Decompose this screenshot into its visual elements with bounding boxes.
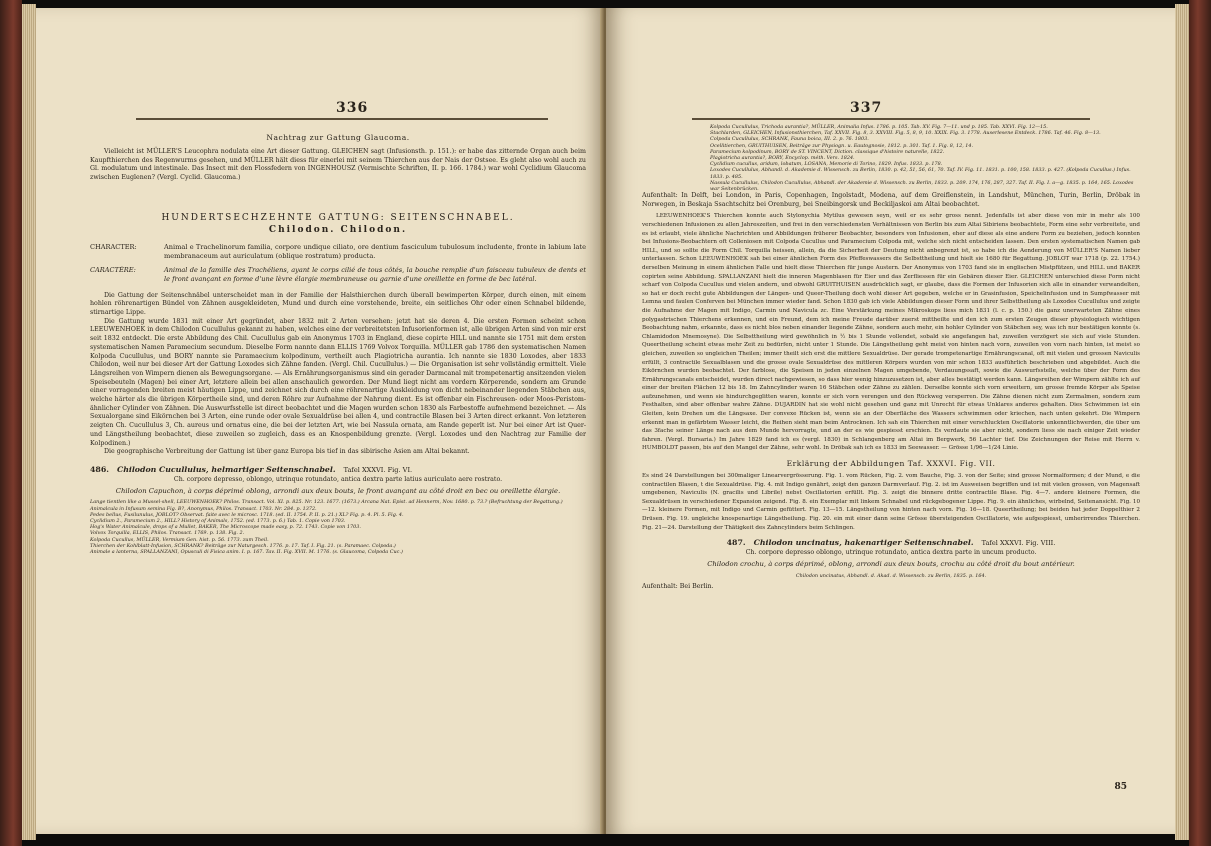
reference-item: Hog's Water Animalcule, drops of a Mullet, BAKER, The Microscope made easy, p. 72. 1743. Copie von 1703.: [90, 524, 361, 531]
species-plate: Tafel XXXVI. Fig. VIII.: [981, 539, 1056, 548]
reference-item: Pedes bellus, Fusilunulus, JOBLOT? Observat. faite avec le microsc. 1718. (ed. II. 1754. P. II. p. 21.) XL? Fig. p. 4. Pl. 5. Fig. 4.: [90, 511, 404, 518]
reference-item: Cyclidium cucullus, aridum, lobatum, LOSANA, Memorie di Torino, 1829. Infus. 1833. p. 178.: [710, 161, 943, 168]
section-title: Nachtrag zur Gattung Glaucoma.: [266, 133, 410, 142]
reference-item: Colpoda Cucullulus, SCHRANK, Fauna boica, III. 2. p. 76. 1803.: [710, 136, 869, 143]
reference-item: Loxodes Cucullulus, Abhandl. d. Akademie d. Wissensch. zu Berlin, 1830. p. 42, 51, 56, 61, 70. Taf. IV. Fig. 11. 1831. p. 100, 158. 1833. p. 427. (Kolpoda Cucullus.) Infus. 1833. p. 485.: [710, 167, 1131, 180]
species-number: 486.: [90, 464, 109, 474]
reference-item: Lange tientlen like a Mussel-shell, LEEUWENHOEK? Philos. Transact. Vol. XI. p. 825. Nr. 123. 1677. (1673.) Arcana Nat. Epist. ad Hennerm, Nov. 1680. p. 73.? (Befruchtung der Begattung.): [90, 499, 563, 506]
habitat-paragraph: Aufenthalt: In Delft, bei London, in Paris, Copenhagen, Ingolstadt, Modena, auf dem Greiflenstein, in Landshut, München, Turin, Berlin, Dröbak in Norwegen, in Beskaja Ssachtschitz bei Orenburg, bei Sneibingorsk und Beckiljaskoi am Altai beobachtet.: [642, 192, 1140, 208]
reference-item: Kolpoda Cucullulus, Trichoda aurantia?, MÜLLER, Animalia Infus. 1786. p. 105. Tab. XV. Fig. 7—11. und p. 185. Tab. XXVI. Fig. 12—15.: [710, 124, 1048, 130]
reference-item: Paramecium kolpodinum, BORY de ST. VINCENT, Diction. classique d'histoire naturelle, 1822.: [710, 148, 945, 155]
species-486-header: [90, 465, 586, 474]
body-paragraph-3: Die geographische Verbreitung der Gattung ist über ganz Europa bis tief in das sibirische Asien am Altai bekannt.: [104, 448, 470, 456]
genus-heading: HUNDERTSECHZEHNTE GATTUNG: SEITENSCHNABEL.: [161, 212, 515, 223]
figure-explanation-title: Erklärung der Abbildungen Taf. XXXVI. Fig. VII.: [786, 459, 996, 469]
species-title: Chilodon uncinatus, hakenartiger Seitenschnabel.: [753, 538, 974, 548]
reference-item: Animale a lanterna, SPALLANZANI, Opusculi di Fisica anim. I. p. 167. Tav. II. Fig. XVII. M. 1776. (s. Glaucoma, Colpoda Cuc.): [90, 549, 403, 556]
species-plate: Tafel XXXVI. Fig. VI.: [343, 465, 413, 474]
main-discussion: LEEUWENHOEK'S Thierchen konnte auch Stylonychia Mytilus gewesen seyn, weil er es sehr gross nennt. Jedenfalls ist aber diese von mir in mehr als 100 verschiedenen Infusionen zu allen Jahreszeiten, und frei in den verschiedensten Verhältnissen von Berlin bis zum Altai Sibiriens beobachtete, Form eine sehr verbreitete, und es ist erlaubt, viele ähnliche Nachrichten und Abbildungen früherer Beobachter, besonders von Infusionen, eher auf diese als eine andere Form zu beziehen, jedoch konnten bei Infusions-Beobachtern oft Colleniosen mit Colpoda Cucullus und Paramecium Colpoda mit, welche sich nicht entscheiden lassen. Den ersten systematischen Namen gab HILL, und so sollte die Form Chil. Torquilla heissen, allein, da die Sicherheit der Deutung nicht anbegrenzt ist, so habe ich die Aenderung von MÜLLER'S Namen lieber unterlassen. Schon LEEUWENHOEK sah bei einer ähnlichen Form des Pfeffeswassers die Selbsttheilung und hielt sie 1680 für Begattung. JOBLOT war 1718 (p. 22. 1754.) derselben Meinung in einem ähnlichen Falle und hielt diese Thierchen für junge Austern. Der Anonymus von 1703 fand sie in englischen Mistpfützen, und HILL und BAKER copirten seine Abbildung. SPALLANZANI hielt die inneren Magenblasen für Eier und das Zerfliessen für ein Gebären dieser Eier. GLEICHEN unterschied diese Form nicht scharf von Colpoda Cucullus und vielen andern, und obwohl GRUITHUISEN ausdrücklich sagt, er glaube, dass die Formen der Infusorien sich alle in einander verwandelten, so hat er doch recht gute Abbildungen der Längen- und Queer-Theilung doch wohl dieser Art gegeben, welche er in Grasinfusion, Speichelinfusion und in Sumpfwasser mit Lemna und faulen Conferven bei München immer wieder fand. Schon 1830 gab ich viele Abbildungen dieser Form und ihrer Selbsttheilung als Loxodes Cucullulus und zeigte die Aufnahme der Magen mit Indigo, Carmin und Navicula zc. Eine Verstärkung meines Mikroskops liess mich 1831 (l. c. p. 150.) die ganz unerwarteten Zähne eines polygastrischen Thierchens erkennen, und ein Freund, dem ich meine Freude darüber zuerst mittheilte und den ich zum ersten Zeugen dieser physiologisch wichtigen Beobachtung nahm, erkannte, dass es nicht blos neben einander liegende Zähne, sondern auch mehr, ein hohler Cylinder von Stäbchen sey, was ich nur bestätigen konnte (s. Chlamidodon Mnemosyne). Die Selbsttheilung wird gewöhnlich in ½ bis 1 Stunde vollendet, sobald sie angefangen hat, zuweilen verzögert sie sich auf viele Stunden. Queertheilung scheint etwas mehr Zeit zu bedürfen, nicht unter 1 Stunde. Die Längstheilung geht meist von hinten nach vorn, zuweilen von vorn nach hinten, ist meist so gleichen, zuweilen so ungleichen Theilen; immer theilt sich erst die mittlere Sexualdrüse. Der gerade trompetenartige Ernährungscanal, oft mit vielen und grossen Naviculis erfüllt, 3 contractile Sexualblasen und die grosse ovale Sexualdrüse des mittleren Körpers wurden von mir schon 1833 ausführlich beschrieben und abgebildet. Auch die Eikörnchen wurden beobachtet. Der farblose, die Speisen in jeden einzelnen Magen umgebende, Verdauungssaft, sowie die Auswurfsstelle, welche über der Form des Ernährungscanals entscheidet, wurden direct nachgewiesen, so dass hier wenig hinzuzusetzen ist, aber alles bestätigt werden kann. Längsreihen der Wimpern zählte ich auf einer der breiten Flächen 12 bis 18. Im Zahncylinder waren 16 Stäbchen oder Zähne zu zählen. Derselbe konnte sich vorn erweitern, um grosse fremde Körper als Speise aufzunehmen, und wenn sie hindurchgeglitten waren, konnte er sich vorn verengen und den Rückweg versperren. Die Zähne dienen nicht zum Zermalmen, sondern zum Festhalten, sind aber offenbar wahre Zähne. DUJARDIN hat sie wohl nicht gesehen und ganz mit Unrecht für etwas Unklares anderes gehalten. Dies Schwimmen ist ein Gleiten, kein Drehen um die Längsaxe. Der convexe Rücken ist, wenn sie an der Oberfläche des Wassers schwimmen oder kriechen, nach unten gekehrt. Die Wimpern erkennt man in gefärbtem Wasser leicht, die Reihen sieht man beim Antrocknen. Ich sah ein Thierchen mit einer verschluckten Oscillatorie unkenntlichwerden, die über um das 3fache seiner Länge nach aus dem Munde hervorragte, und an der es wie gespiesst erschien. Es verdaute sie aber nicht, sondern liess sie nach einiger Zeit wieder fahren. (Vergl. Bursaria.) Im Jahre 1829 fand ich es (vergl. 1830) in Schlangenberg am Altai im Bergwerk, 56 Lachter tief. Die Zeichnungen der Reise mit Herrn v. HUMBOLDT passen, bis auf den Mangel der Zähne, sehr wohl. In Dröbak sah ich es 1833 im Seewasser. — Grösse 1/96—1/24 Linie.: [642, 213, 1140, 452]
genus-name: Chilodon. Chilodon.: [268, 224, 408, 235]
page-number-left: 336: [336, 100, 369, 116]
species-title: Chilodon Cucullulus, helmartiger Seitenschnabel.: [117, 464, 336, 474]
character-text: Animal e Trachelinorum familia, corpore undique ciliato, ore dentium fasciculum tubulosum includente, fronte in labium late membranaceum aut auriculatum (oblique rostratum) producta.: [164, 242, 586, 260]
reference-item: Thierchen der Kohlblatt-Infusion, SCHRANK? Beiträge zur Naturgesch. 1776. p. 17. Taf. I. Fig. 21. (s. Paramaec. Colpoda.): [90, 542, 396, 549]
header-rule-right: [692, 118, 1090, 120]
species-number: 487.: [726, 538, 746, 548]
character-block: [90, 243, 586, 260]
reference-item: Stachlarden, GLEICHEN, Infusionsthierchen, Taf. XXVII. Fig. 8, 3. XXVIII. Fig. 5, 8, 9, 10. XXIX. Fig. 3. 1778. Auserlesene Entdeck. 1786. Taf. 46. Fig. 8—13.: [710, 130, 1101, 137]
body-paragraph-1: Die Gattung der Seitenschnäbel unterscheidet man in der Familie der Halsthierchen durch überall bewimperten Körper, durch einen, mit einem hohlen röhrenartigen Bündel von Zähnen ausgekleideten, Mund und durch eine vorstehende, breite, ein seitliches Ohr oder einen Schnabel bildende, stirnartige Lippe.: [90, 291, 586, 317]
page-edges-right: [1175, 4, 1189, 840]
signature-mark: 85: [1114, 782, 1127, 792]
species-latin: Ch. corpore depresso oblongo, utrinque rotundato, antica dextra parte in uncum producto.: [745, 549, 1037, 557]
caractere-block: [90, 266, 586, 283]
header-rule-left: [136, 118, 548, 120]
reference-item: Nassula Cucullulus, Chilodon Cucullulus, Abhandl. der Akademie d. Wissensch. zu Berlin, 1833. p. 209. 174, 176, 287, 327. Taf. II. Fig. I. a—g. 1835. p. 164, 165. Loxodes war Seitenbrücken.: [710, 179, 1134, 193]
page-number-right: 337: [850, 100, 883, 116]
reference-item: Kolpoda Cucullus, MÜLLER, Vermium Gen. hist. p. 56. 1773. zum Theil.: [90, 536, 269, 543]
reference-item: Ocellitierchen, GRUITHUISEN, Beiträge zur Physiogn. u. Eautognosie, 1812. p. 301. Taf. 1. Fig. 8, 12, 14.: [710, 142, 974, 149]
figure-explanation-text: Es sind 24 Darstellungen bei 300maliger Linearvergrösserung. Fig. 1. vom Rücken, Fig. 2. vom Bauche, Fig. 3. von der Seite; sind grosse Normalformen; d der Mund, e die contractilen Blasen, t die Sexualdrüse. Fig. 4. mit Indigo genährt, zeigt den ganzen Darmverlauf. Fig. 2. ist im Ausweisen begriffen und ist mit vielen grossen, von Magensaft umgebenen, Naviculis (N. gracilis und Librile) nebst Oscillatorien erfüllt. Fig. 3. zeigt die binnere dritte contractile Blase. Fig. 4—7. andere kleinere Formen, die Sexualdrüsen in verschiedener Expansion zeigend. Fig. 8. ein Exemplar mit linkem Schnabel und rückgebogener Lippe. Fig. 9. ein ähnliches, wirbelnd, Seitenansicht. Fig. 10—12. kleinere Formen, mit Indigo und Carmin gefüttert. Fig. 13—15. Längstheilung von hinten nach vorn. Fig. 16—18. Queertheilung; bei beiden hat jeder Doppelthier 2 Drüsen. Fig. 19. ungleiche knospenartige Längstheilung. Fig. 20. ein mit einer dann seine Grösse übersteigenden Oscillatorie, wie aufgespiesst, umherirrendes Thierchen. Fig. 21—24. Darstellung der Thätigkeit des Zahncylinders beim Schlingen.: [642, 473, 1140, 531]
page-edges-left: [22, 4, 36, 840]
reference-item: Cyclidium 2., Paramecium 2., HILL? History of Animals, 1752. (ed. 1773. p. 6.) Tab. 1. Copie von 1703.: [90, 518, 346, 524]
intro-paragraph: Vielleicht ist MÜLLER'S Leucophra nodulata eine Art dieser Gattung. GLEICHEN sagt (Infusionsth. p. 151.): er habe das zitternde Organ auch beim Kaupfthierchen des Regenwurms gesehen, und MÜLLER hält diess für einerlei mit seinem Thierchen aus der Nais der Ostsee. Es gleht also wohl auch zu Gl. modulatum und intestinale. Das Insect mit den Flossfedern von INGENHOUSZ (Vermischte Schriften, II. p. 166. 1784.) war wohl Cyclidium Glaucoma zwischen Euglenen? (Vergl. Cyclid. Glaucoma.): [90, 148, 586, 182]
left-page: [36, 8, 604, 834]
character-label: CHARACTER:: [90, 242, 137, 251]
reference-item: Plagiotricha aurantia?, BORY, Encyclop. méth. Vers. 1824.: [710, 155, 855, 162]
reference-list: [90, 499, 586, 555]
book-cover-left: [0, 0, 22, 846]
right-page: [606, 8, 1175, 834]
caractere-label: CARACTÈRE:: [90, 266, 136, 275]
species-reference: Chilodon uncinatus, Abhandl. d. Akad. d. Wissensch. zu Berlin, 1835. p. 164.: [795, 572, 987, 579]
reference-list-continued: [710, 124, 1140, 192]
book-cover-right: [1189, 0, 1211, 846]
species-487-header: [642, 538, 1140, 547]
reference-item: Animalcula in Infusum semina Fig. B?, Anonymus, Philos. Transact. 1703. Nr. 284. p. 1372.: [90, 505, 317, 512]
habitat-paragraph: Aufenthalt: Bei Berlin.: [642, 582, 714, 590]
species-french: Chilodon Capuchon, à corps déprimé oblong, arrondi aux deux bouts, le front avançant au côté droit en bec ou oreillette élargie.: [115, 486, 561, 495]
species-latin: Ch. corpore depresso, oblongo, utrinque rotundato, antica dextra parte latius auriculato aere rostrato.: [173, 475, 503, 483]
species-french: Chilodon crochu, à corps déprimé, oblong, arrondi aux deux bouts, crochu au côté droit du bout antérieur.: [707, 559, 1075, 568]
caractere-text: Animal de la famille des Trachéliens, ayant le corps cilié de tous côtés, la bouche remplie d'un faisceau tubuleux de dents et le front avançant en forme d'une lèvre élargie membraneuse ou garnie d'une oreillette en forme de bec latéral.: [164, 266, 586, 283]
reference-item: Volvox Torquilla, ELLIS, Philos. Transact. 1769. p. 138. Fig. 2.: [90, 530, 245, 537]
body-paragraph-2: Die Gattung wurde 1831 mit einer Art gegründet, aber 1832 mit 2 Arten versehen: jetzt hat sie deren 4. Die ersten Formen scheint schon LEEUWENHOEK in dem Chilodon Cucullulus gekannt zu haben, welches eine der verbreitetsten Infusorienformen ist, alle übrigen Arten sind von mir erst seit 1832 entdeckt. Die erste Abbildung des Chil. Cucullulus gab ein Anonymus 1703 in England, diese copirte HILL und nannte sie 1751 mit dem ersten systematischen Namen Paramecium secundum. Dieselbe Form nannte dann ELLIS 1769 Volvox Torquilla. MÜLLER gab 1786 den systematischen Namen Kolpoda Cucullulus, und BORY nannte sie Paramaecium kolpodinum, vertheilt auch Plagiotricha aurantia. Ich nannte sie 1830 Loxodes, aber 1833 Chilodon, weil nur bei dieser Art der Gattung Loxodes sich Zähne fanden. (Vergl. Chil. Cucullulus.) — Die Organisation ist sehr vollständig ermittelt. Viele Längsreihen von Wimpern dienen als Bewegungsorgane. — Als Ernährungsorganismus sind ein gerader Darmcanal mit trompetenartig ansitzenden vielen Speisebeuteln (Magen) bei einer Art, letztere allein bei allen anschaulich geworden. Der Mund liegt nicht am vordern Körperende, sondern am Grunde einer vorragenden breiten meist häutigen Lippe, und zeichnet sich durch eine röhrenartige Auskleidung von dicht nebeinander liegenden Stäbchen aus, welche härter als die übrigen Körpertheile sind, und deren Röhre zur Aufnahme der Nahrung dient. Es ist offenbar ein Fischreusen- oder Moos-Peristom-ähnlicher Cylinder von Zähnen. Die Auswurfsstelle ist direct beobachtet und die Magen wurden schon 1830 als Farbestoffe aufnehmend bezeichnet. — Als Sexualorgane sind Eikörnchen bei 3 Arten, eine runde oder ovale Sexualdrüse bei allen 4, und contractile Blasen bei 3 Arten direct erkannt. Von letzteren zeigten Ch. Cucullulus 3, Ch. aureus und ornatus eine, die bei der letzten Art, wie bei Nassula ornata, am Rande geperlt ist. Nur bei einer Art ist Quer- und Längstheilung beobachtet, diese zuweilen so zugleich, dass es an Knospenbildung grenzte. (Vergl. Loxodes und den Nachtrag zur Familie der Kolpodinen.): [90, 317, 586, 447]
